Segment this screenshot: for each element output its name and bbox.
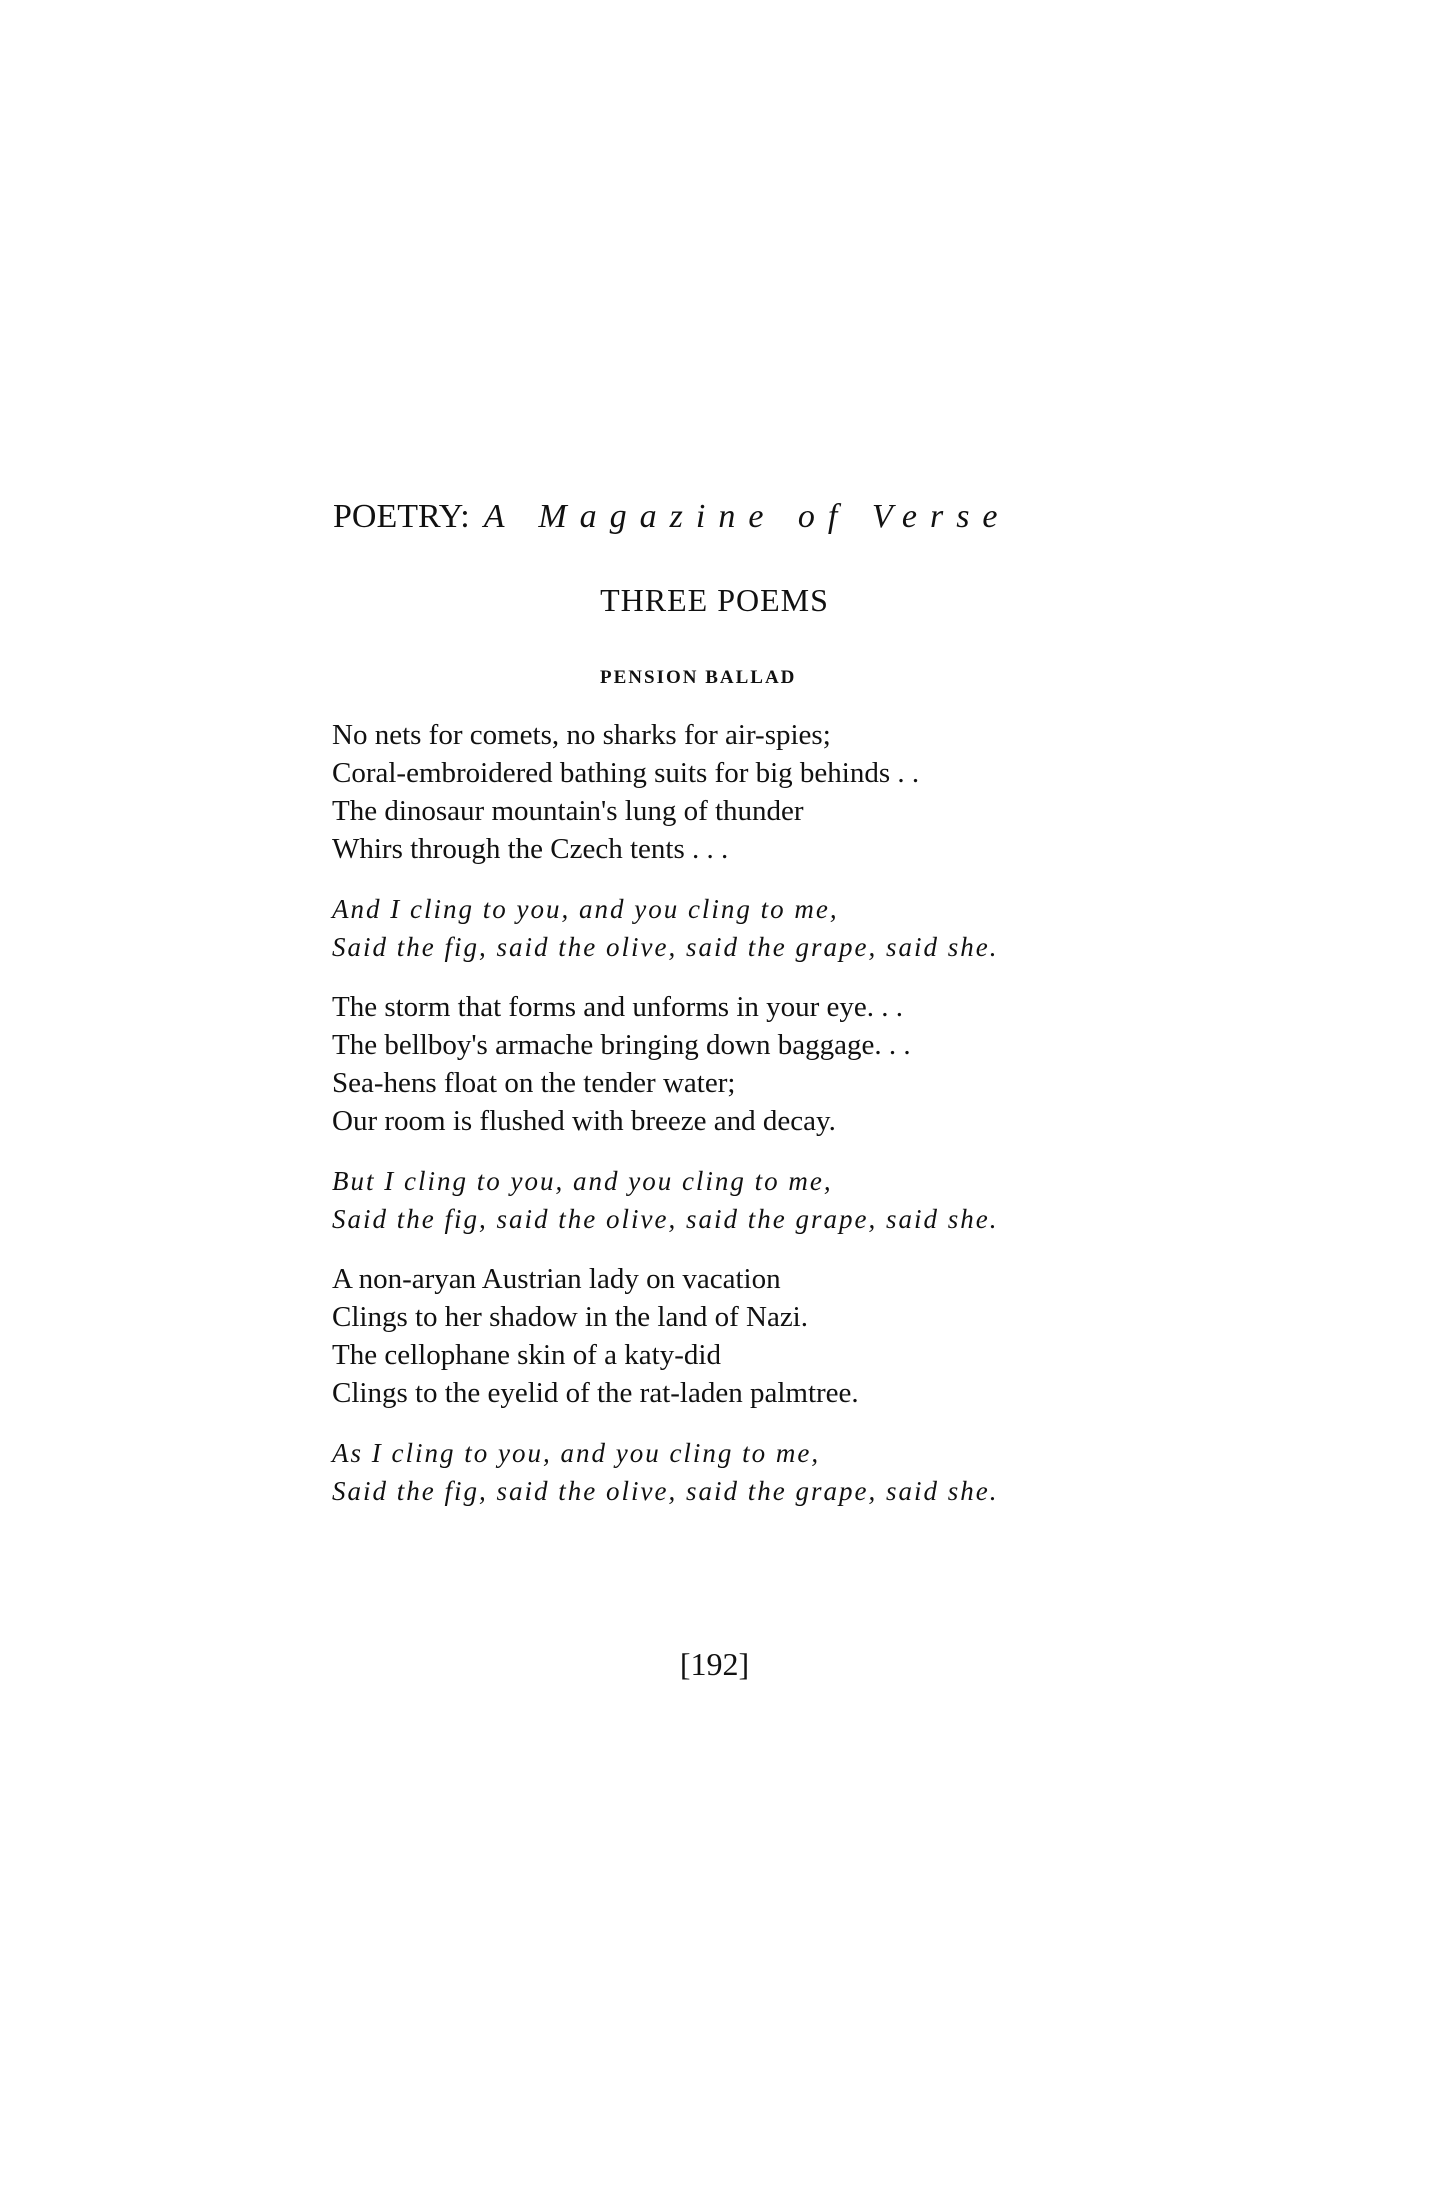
running-head bbox=[333, 500, 1011, 534]
poem-line: The storm that forms and unforms in your eye. . . bbox=[332, 991, 904, 1023]
refrain-line: Said the fig, said the olive, said the grape, said she. bbox=[332, 1476, 999, 1506]
poem-line: The cellophane skin of a katy-did bbox=[332, 1339, 721, 1371]
poem-line: Clings to the eyelid of the rat-laden palmtree. bbox=[332, 1377, 859, 1409]
poem-line: The dinosaur mountain's lung of thunder bbox=[332, 795, 804, 827]
refrain-line: As I cling to you, and you cling to me, bbox=[332, 1438, 821, 1468]
page-number: [192] bbox=[679, 1646, 750, 1682]
running-head-title: A Magazine of Verse bbox=[483, 498, 1011, 535]
poem-line: Clings to her shadow in the land of Nazi. bbox=[332, 1301, 808, 1333]
refrain-line: And I cling to you, and you cling to me, bbox=[332, 894, 839, 924]
refrain-line: Said the fig, said the olive, said the grape, said she. bbox=[332, 932, 999, 962]
poem-body bbox=[332, 716, 1052, 1532]
refrain-2 bbox=[332, 1162, 1052, 1238]
poem-title: PENSION BALLAD bbox=[600, 667, 797, 688]
stanza-3 bbox=[332, 1260, 1052, 1412]
refrain-line: But I cling to you, and you cling to me, bbox=[332, 1166, 833, 1196]
poem-line: The bellboy's armache bringing down baggage. . . bbox=[332, 1029, 911, 1061]
poem-line: Sea-hens float on the tender water; bbox=[332, 1067, 736, 1099]
poem-line: Our room is flushed with breeze and decay. bbox=[332, 1105, 836, 1137]
running-head-prefix: POETRY: bbox=[333, 498, 470, 535]
refrain-1 bbox=[332, 890, 1052, 966]
poem-line: No nets for comets, no sharks for air-spies; bbox=[332, 719, 831, 751]
refrain-line: Said the fig, said the olive, said the grape, said she. bbox=[332, 1204, 999, 1234]
stanza-2 bbox=[332, 988, 1052, 1140]
refrain-3 bbox=[332, 1434, 1052, 1510]
poem-line: A non-aryan Austrian lady on vacation bbox=[332, 1263, 781, 1295]
poem-line: Whirs through the Czech tents . . . bbox=[332, 833, 729, 865]
poem-line: Coral-embroidered bathing suits for big behinds . . bbox=[332, 757, 920, 789]
poem-group-title: THREE POEMS bbox=[600, 582, 829, 618]
stanza-1 bbox=[332, 716, 1052, 868]
